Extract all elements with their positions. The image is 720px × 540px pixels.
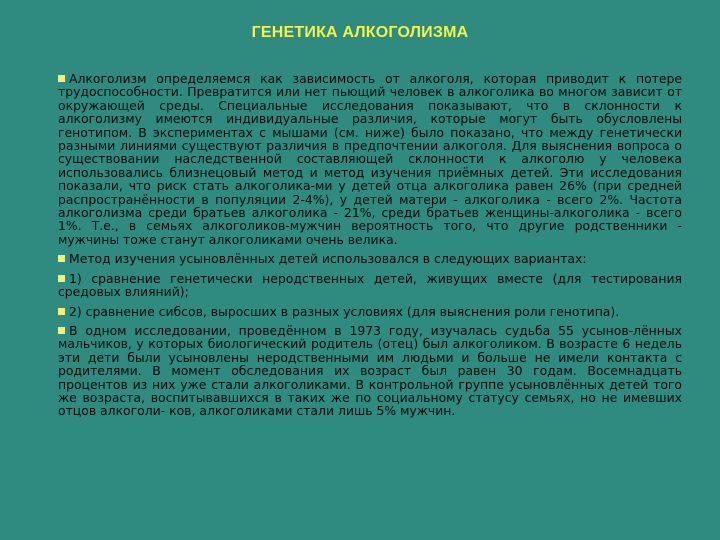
square-bullet-icon: [58, 255, 65, 262]
paragraph-text: 2) сравнение сибсов, выросших в разных условиях (для выяснения роли генотипа).: [69, 303, 620, 319]
square-bullet-icon: [58, 275, 65, 282]
paragraph-5: [58, 324, 682, 418]
paragraph-text: Алкоголизм определяемся как зависимость от алкоголя, которая приводит к потере трудоспособности. Превратится или нет пьющий человек в алкоголика во многом зависит от окружающей среды. Специальные исследования показывают, что в склонности к алкоголизму имеются индивидуальные различия, которые могут быть обусловлены генотипом. В экспериментах с мышами (см. ниже) было показано, что между генетически разными линиями существуют различия в предпочтении алкоголя. Для выяснения вопроса о существовании наследственной составляющей склонности к алкоголю у человека использовались близнецовый метод и метод изучения приёмных детей. Эти исследования показали, что риск стать алкоголика-ми у детей отца алкоголика равен 26% (при средней распространённости в популяции 2-4%), у детей матери - алкоголика - всего 2%. Частота алкоголизма среди братьев алкоголика - 21%, среди братьев женщины-алкоголика - всего 1%. Т.е., в семьях алкоголиков-мужчин вероятность того, что другие родственники - мужчины тоже станут алкоголиками очень велика.: [58, 71, 682, 247]
square-bullet-icon: [58, 327, 65, 334]
paragraph-text: В одном исследовании, проведённом в 1973 году, изучалась судьба 55 усынов-лённых мальчиков, у которых биологический родитель (отец) был алкоголиком. В возрасте 6 недель эти дети были усыновлены неродственными им людьми и больше не имели контакта с родителями. В момент обследования их возраст был равен 30 годам. Восемнадцать процентов из них уже стали алкоголиками. В контрольной группе усыновлённых детей того же возраста, воспитывавшихся в таких же по социальному статусу семьях, но не имевших отцов алкоголи- ков, алкоголиками стали лишь 5% мужчин.: [58, 322, 682, 419]
paragraph-text: 1) сравнение генетически неродственных детей, живущих вместе (для тестирования средовых влияний);: [58, 270, 682, 300]
paragraph-text: Метод изучения усыновлённых детей использовался в следующих вариантах:: [69, 251, 587, 267]
paragraph-3: [58, 272, 682, 299]
paragraph-4: [58, 305, 682, 318]
paragraph-2: [58, 252, 682, 265]
square-bullet-icon: [58, 308, 65, 315]
square-bullet-icon: [58, 75, 65, 82]
paragraph-1: [58, 72, 682, 246]
slide-body: [58, 72, 682, 424]
slide-title: ГЕНЕТИКА АЛКОГОЛИЗМА: [251, 24, 469, 41]
